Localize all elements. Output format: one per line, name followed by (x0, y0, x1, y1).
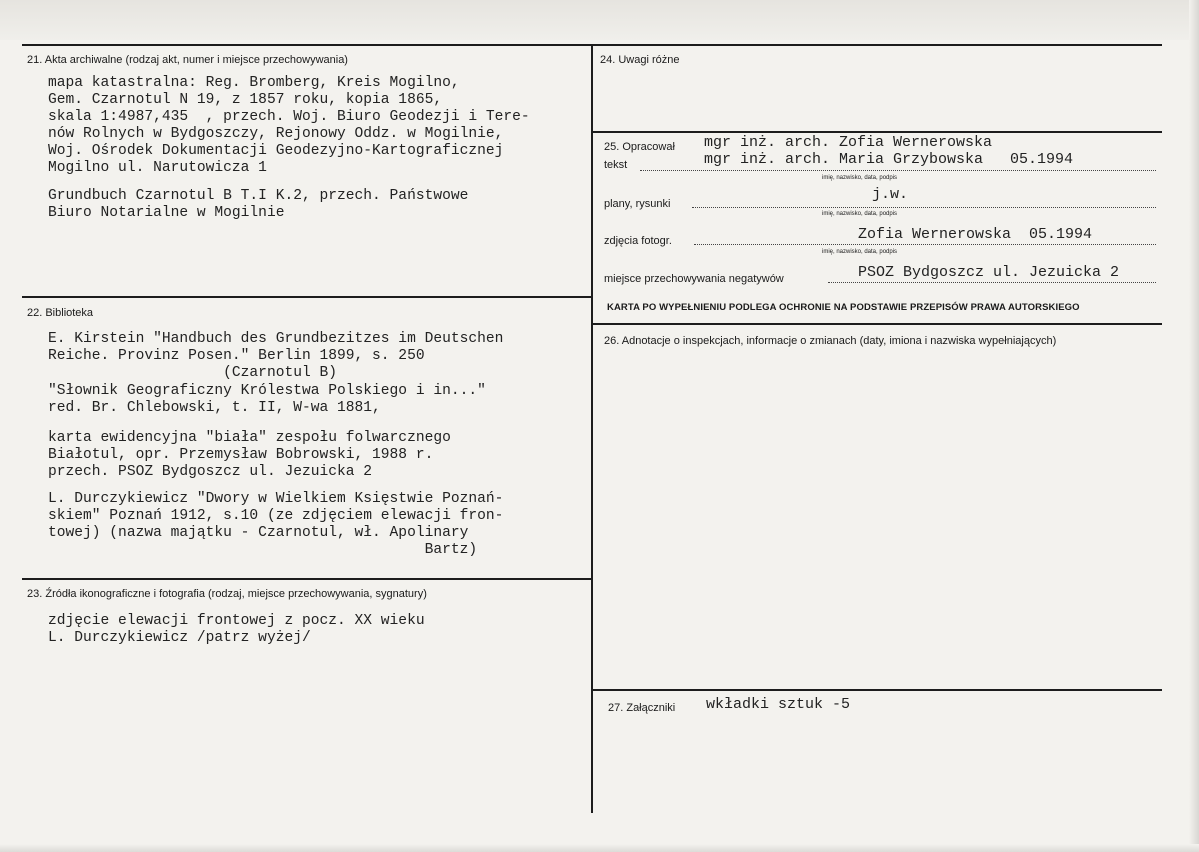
section-22-line: L. Durczykiewicz "Dwory w Wielkiem Księstwie Poznań- (48, 491, 504, 507)
zdjecia-value: Zofia Wernerowska 05.1994 (858, 226, 1093, 243)
section-22-line: towej) (nazwa majątku - Czarnotul, wł. Apolinary (48, 525, 469, 541)
section-22-line: "Słownik Geograficzny Królestwa Polskiego i in..." (48, 383, 486, 399)
section-21-line: mapa katastralna: Reg. Bromberg, Kreis Mogilno, (48, 75, 460, 91)
miejsce-value: PSOZ Bydgoszcz ul. Jezuicka 2 (858, 264, 1120, 281)
scan-top-band (0, 0, 1199, 40)
miejsce-fill-line (828, 282, 1156, 283)
section-22-line: (Czarnotul B) (48, 365, 338, 381)
scan-right-edge (1189, 0, 1199, 852)
section-22-heading: 22. Biblioteka (27, 307, 94, 319)
section-22-line: red. Br. Chlebowski, t. II, W-wa 1881, (48, 400, 381, 416)
section-21-heading: 21. Akta archiwalne (rodzaj akt, numer i miejsce przechowywania) (27, 54, 348, 66)
signature-caption: imię, nazwisko, data, podpis (822, 175, 898, 181)
rule-26-27 (592, 689, 1162, 691)
section-21-line: Grundbuch Czarnotul B T.I K.2, przech. Państwowe (48, 188, 469, 204)
section-22-line: Reiche. Provinz Posen." Berlin 1899, s. 250 (48, 348, 425, 364)
section-21-line: Mogilno ul. Narutowicza 1 (48, 160, 267, 176)
zdjecia-label: zdjęcia fotogr. (604, 235, 672, 247)
section-23-line: zdjęcie elewacji frontowej z pocz. XX wieku (48, 613, 425, 629)
section-22-line: E. Kirstein "Handbuch des Grundbezitzes im Deutschen (48, 331, 504, 347)
section-22-line: karta ewidencyjna "biała" zespołu folwarcznego (48, 430, 451, 446)
section-21-line: nów Rolnych w Bydgoszczy, Rejonowy Oddz. w Mogilnie, (48, 126, 504, 142)
section-21-line: Gem. Czarnotul N 19, z 1857 roku, kopia 1865, (48, 92, 443, 108)
signature-caption: imię, nazwisko, data, podpis (822, 249, 898, 255)
column-divider (591, 44, 593, 813)
rule-25-26 (592, 323, 1162, 325)
miejsce-label: miejsce przechowywania negatywów (604, 273, 784, 285)
section-21-line: skala 1:4987,435 , przech. Woj. Biuro Geodezji i Tere- (48, 109, 530, 125)
tekst-fill-line (640, 170, 1156, 171)
section-22-line: Bartz) (48, 542, 478, 558)
scan-bottom-edge (0, 844, 1199, 852)
section-23-heading: 23. Źródła ikonograficzne i fotografia (rodzaj, miejsce przechowywania, sygnatury) (27, 588, 427, 600)
section-26-heading: 26. Adnotacje o inspekcjach, informacje o zmianach (daty, imiona i nazwiska wypełniających) (604, 335, 1057, 347)
copyright-notice: KARTA PO WYPEŁNIENIU PODLEGA OCHRONIE NA PODSTAWIE PRZEPISÓW PRAWA AUTORSKIEGO (607, 302, 1080, 313)
zalaczniki-label: 27. Załączniki (608, 702, 676, 714)
plany-fill-line (692, 207, 1156, 208)
zdjecia-fill-line (694, 244, 1156, 245)
opracowal-label: 25. Opracował (604, 141, 675, 153)
rule-22-23 (22, 578, 592, 580)
section-24-heading: 24. Uwagi różne (600, 54, 680, 66)
zalaczniki-value: wkładki sztuk -5 (706, 696, 851, 713)
tekst-value: mgr inż. arch. Maria Grzybowska 05.1994 (704, 151, 1074, 168)
rule-24-25 (592, 131, 1162, 133)
section-21-line: Biuro Notarialne w Mogilnie (48, 205, 285, 221)
signature-caption: imię, nazwisko, data, podpis (822, 211, 898, 217)
section-21-line: Woj. Ośrodek Dokumentacji Geodezyjno-Kartograficznej (48, 143, 504, 159)
section-22-line: przech. PSOZ Bydgoszcz ul. Jezuicka 2 (48, 464, 373, 480)
section-22-line: Białotul, opr. Przemysław Bobrowski, 1988 r. (48, 447, 434, 463)
rule-21-22 (22, 296, 592, 298)
opracowal-value: mgr inż. arch. Zofia Wernerowska (704, 134, 993, 151)
plany-label: plany, rysunki (604, 198, 671, 210)
tekst-label: tekst (604, 159, 628, 171)
section-22-line: skiem" Poznań 1912, s.10 (ze zdjęciem elewacji fron- (48, 508, 504, 524)
section-23-line: L. Durczykiewicz /patrz wyżej/ (48, 630, 311, 646)
plany-value: j.w. (872, 186, 909, 203)
